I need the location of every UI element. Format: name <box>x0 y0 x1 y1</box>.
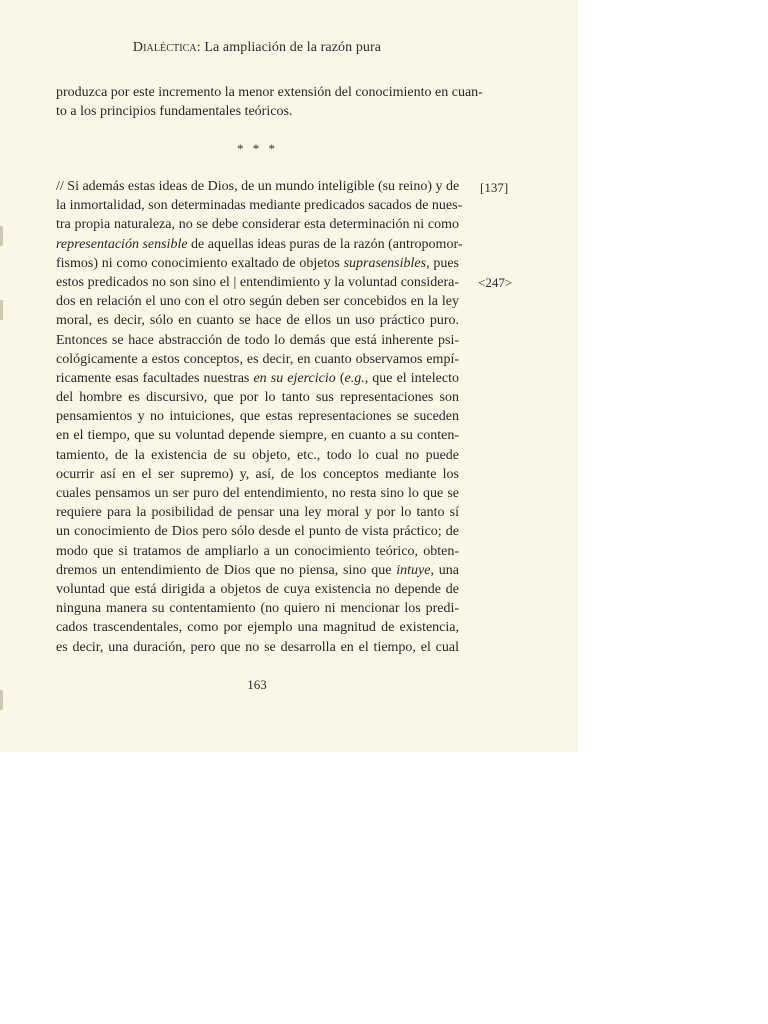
text-line: representación sensible de aquellas ideas puras de la razón (antropomor- <box>56 236 463 252</box>
text-line: estos predicados no son sino el | entendimiento y la voluntad considera- <box>56 274 459 290</box>
text-line: cuales pensamos un ser puro del entendimiento, no resta sino lo que se <box>56 486 459 501</box>
section-separator: * * * <box>237 141 278 156</box>
text-line: en el tiempo, que su voluntad depende siempre, en cuanto a su conten- <box>56 428 459 444</box>
text-line: requiere para la posibilidad de pensar una ley moral y por lo tanto sí <box>56 505 459 521</box>
text-line: produzca por este incremento la menor extensión del conocimiento en cuan- <box>56 85 483 100</box>
italic-segment: representación sensible <box>56 236 188 252</box>
text-line: la inmortalidad, son determinadas mediante predicados sacados de nues- <box>56 198 463 214</box>
italic-segment: intuye <box>396 562 431 578</box>
running-head-rest: : La ampliación de la razón pura <box>196 40 382 55</box>
italic-segment: en su ejercicio <box>253 370 336 386</box>
text-line: tamiento, de la existencia de su objeto, etc., todo lo cual no puede <box>56 447 459 463</box>
text-line: moral, es decir, sólo en cuanto se hace de ellos un uso práctico puro. <box>56 313 459 329</box>
text-line: tra propia naturaleza, no se debe considerar esta determinación ni como <box>56 217 459 233</box>
text-line: cados trascendentales, como por ejemplo una magnitud de existencia, <box>56 620 459 636</box>
italic-segment: e.g. <box>344 370 365 386</box>
page-edge-mark <box>0 300 3 320</box>
text-line: Entonces se hace abstracción de todo lo demás que está inherente psi- <box>56 332 459 348</box>
text-line: ninguna manera su contentamiento (no quiero ni mencionar los predi- <box>56 601 459 617</box>
text-line: pensamientos y no intuiciones, que estas representaciones se suceden <box>56 409 459 425</box>
text-line: del hombre es discursivo, que por lo tanto sus representaciones son <box>56 390 459 406</box>
text-line: dos en relación el uno con el otro según deben ser concebidos en la ley <box>56 294 459 310</box>
text-line: un conocimiento de Dios pero sólo desde el punto de vista práctico; de <box>56 524 459 540</box>
page-number: 163 <box>247 677 267 692</box>
page-edge-mark <box>0 690 3 710</box>
text-line: // Si además estas ideas de Dios, de un mundo inteligible (su reino) y de <box>56 179 460 194</box>
main-paragraph <box>56 177 463 657</box>
text-line: modo que si tratamos de ampliarlo a un conocimiento teórico, obten- <box>56 543 459 559</box>
running-head-smallcaps: Dialéctica <box>132 40 197 55</box>
margin-reference-137: [137] <box>480 180 509 195</box>
text-line: to a los principios fundamentales teóricos. <box>56 104 293 120</box>
text-line: ocurrir así en el ser supremo) y, así, de los conceptos mediante los <box>56 466 459 482</box>
page-edge-mark <box>0 226 3 246</box>
italic-segment: suprasensibles <box>343 255 427 271</box>
text-line: dremos un entendimiento de Dios que no piensa, sino que intuye, una <box>56 562 460 578</box>
text-line: voluntad que está dirigida a objetos de cuya existencia no depende de <box>56 581 459 597</box>
running-head <box>0 40 514 56</box>
margin-reference-247: <247> <box>478 275 513 290</box>
text-line: es decir, una duración, pero que no se desarrolla en el tiempo, el cual <box>56 639 459 655</box>
text-line: fismos) ni como conocimiento exaltado de objetos suprasensibles, pues <box>56 255 459 271</box>
text-line: ricamente esas facultades nuestras en su ejercicio (e.g., que el intelecto <box>56 370 459 386</box>
text-line: cológicamente a estos conceptos, es decir, en cuanto observamos empí- <box>56 351 459 367</box>
intro-paragraph <box>56 83 483 121</box>
